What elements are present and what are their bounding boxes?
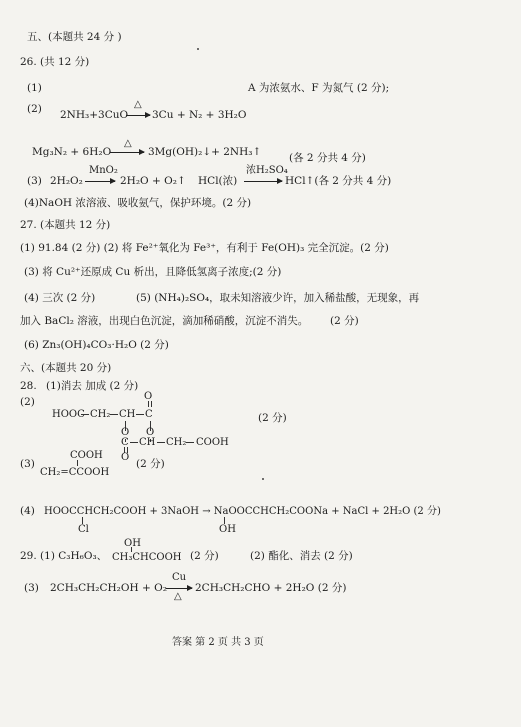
section-6-header: 六、(本题共 20 分) — [20, 362, 112, 374]
q29-eq-right: 2CH₃CH₂CHO + 2H₂O (2 分) — [195, 582, 347, 594]
q28-p2-score: (2 分) — [258, 412, 287, 424]
s1-bond-3 — [136, 414, 144, 415]
q28-p4-equation: HOOCCHCH₂COOH + 3NaOH → NaOOCCHCH₂COONa + NaCl + 2H₂O (2 分) — [44, 506, 441, 517]
q27-line-4b: (2 分) — [330, 315, 359, 327]
s1-hooc: HOOC — [52, 409, 85, 420]
q27-line-5: (6) Zn₃(OH)₄CO₃·H₂O (2 分) — [24, 339, 169, 351]
q29-p2: (2) 酯化、消去 (2 分) — [250, 550, 353, 562]
q29-oh: OH — [124, 538, 141, 549]
s1-o-top: O — [144, 391, 153, 402]
q26-eq2-left: Mg₃N₂ + 6H₂O — [32, 146, 112, 158]
q27-header: 27. (本题共 12 分) — [20, 219, 111, 231]
q26-eq4-right: HCl↑(各 2 分共 4 分) — [285, 175, 392, 187]
s1-bond-1 — [81, 414, 89, 415]
q28-header: 28. — [20, 380, 37, 392]
q26-eq4-condition: 浓H₂SO₄ — [246, 165, 288, 176]
q26-eq2-arrow — [110, 152, 144, 153]
s1-ch: CH — [119, 409, 136, 420]
s1-bond-2 — [110, 414, 118, 415]
s1-bond-10 — [186, 442, 194, 443]
q26-eq2-condition: △ — [124, 138, 132, 149]
q26-eq1-right: 3Cu + N₂ + 3H₂O — [152, 109, 247, 121]
s1-ch-b: CH — [139, 437, 156, 448]
q26-p1-answer: A 为浓氨水、F 为氮气 (2 分); — [248, 82, 390, 94]
s1-cooh: COOH — [196, 437, 229, 448]
s1-c: C — [145, 409, 153, 420]
q27-line-3b: (5) (NH₄)₂SO₄，取未知溶液少许，加入稀盐酸，无现象，再 — [136, 292, 420, 304]
q29-eq-heat: △ — [174, 591, 182, 602]
q26-header: 26. (共 12 分) — [20, 56, 90, 68]
q26-eq3-right: 2H₂O + O₂↑ — [120, 175, 186, 187]
q28-p1: (1)消去 加成 (2 分) — [46, 380, 139, 392]
q26-eq1-arrow — [126, 115, 150, 116]
q28-p2-label: (2) — [20, 396, 35, 408]
q26-eq4-left: HCl(浓) — [198, 175, 238, 187]
q26-eq3-catalyst: MnO₂ — [89, 165, 118, 176]
scan-speck — [197, 48, 199, 50]
q29-p1-label: 29. (1) C₃H₆O₃、 — [20, 550, 108, 562]
q27-line-3a: (4) 三次 (2 分) — [24, 292, 96, 304]
s2-cooh: COOH — [70, 450, 103, 461]
s1-c2: C — [121, 437, 129, 448]
q26-eq2-score: (各 2 分共 4 分) — [289, 152, 366, 164]
q28-p4-cl: Cl — [78, 524, 89, 535]
s1-o-ring-1: O — [121, 427, 130, 438]
q26-p1-label: (1) — [27, 82, 42, 94]
q29-eq-arrow — [166, 588, 192, 589]
q26-eq3-arrow — [85, 181, 115, 182]
q29-struct: CH₃CHCOOH — [112, 552, 182, 563]
q26-p2-label: (2) — [27, 103, 42, 115]
q29-p3-label: (3) — [24, 582, 39, 594]
q29-p1-score: (2 分) — [190, 550, 219, 562]
page-footer: 答案 第 2 页 共 3 页 — [172, 637, 264, 648]
q28-p4-label: (4) — [20, 505, 35, 517]
q27-line-4a: 加入 BaCl₂ 溶液，出现白色沉淀，滴加稀硝酸，沉淀不消失。 — [20, 315, 309, 327]
q26-eq4-arrow — [244, 181, 282, 182]
s1-ch2-b: CH₂ — [166, 437, 187, 448]
scan-speck — [262, 478, 264, 480]
s1-bond-9 — [157, 442, 165, 443]
q26-p4: (4)NaOH 浓溶液、吸收氨气，保护环境。(2 分) — [24, 197, 252, 209]
s1-o-ring-2: O — [146, 427, 155, 438]
q26-eq2-right: 3Mg(OH)₂↓+ 2NH₃↑ — [148, 146, 262, 158]
s1-o-bottom: O — [121, 452, 130, 463]
q27-line-2: (3) 将 Cu²⁺还原成 Cu 析出，且降低氢离子浓度;(2 分) — [24, 266, 282, 278]
q28-p3-score: (2 分) — [136, 458, 165, 470]
q29-eq-catalyst: Cu — [172, 572, 187, 583]
q26-eq1-condition: △ — [134, 99, 142, 110]
q29-eq-left: 2CH₃CH₂CH₂OH + O₂ — [50, 582, 167, 594]
q27-line-1: (1) 91.84 (2 分) (2) 将 Fe²⁺氧化为 Fe³⁺，有利于 Fe(OH)₃ 完全沉淀。(2 分) — [20, 242, 389, 254]
s1-bond-8 — [130, 442, 138, 443]
q28-p4-oh: OH — [219, 524, 236, 535]
q26-p3-label: (3) — [27, 175, 42, 187]
q28-p3-label: (3) — [20, 458, 35, 470]
q26-eq3-left: 2H₂O₂ — [50, 175, 83, 187]
section-5-header: 五、(本题共 24 分 ) — [27, 31, 122, 43]
s2-main: CH₂=CCOOH — [40, 467, 110, 478]
s1-ch2: CH₂ — [90, 409, 111, 420]
q26-eq1-left: 2NH₃+3CuO — [60, 109, 129, 121]
